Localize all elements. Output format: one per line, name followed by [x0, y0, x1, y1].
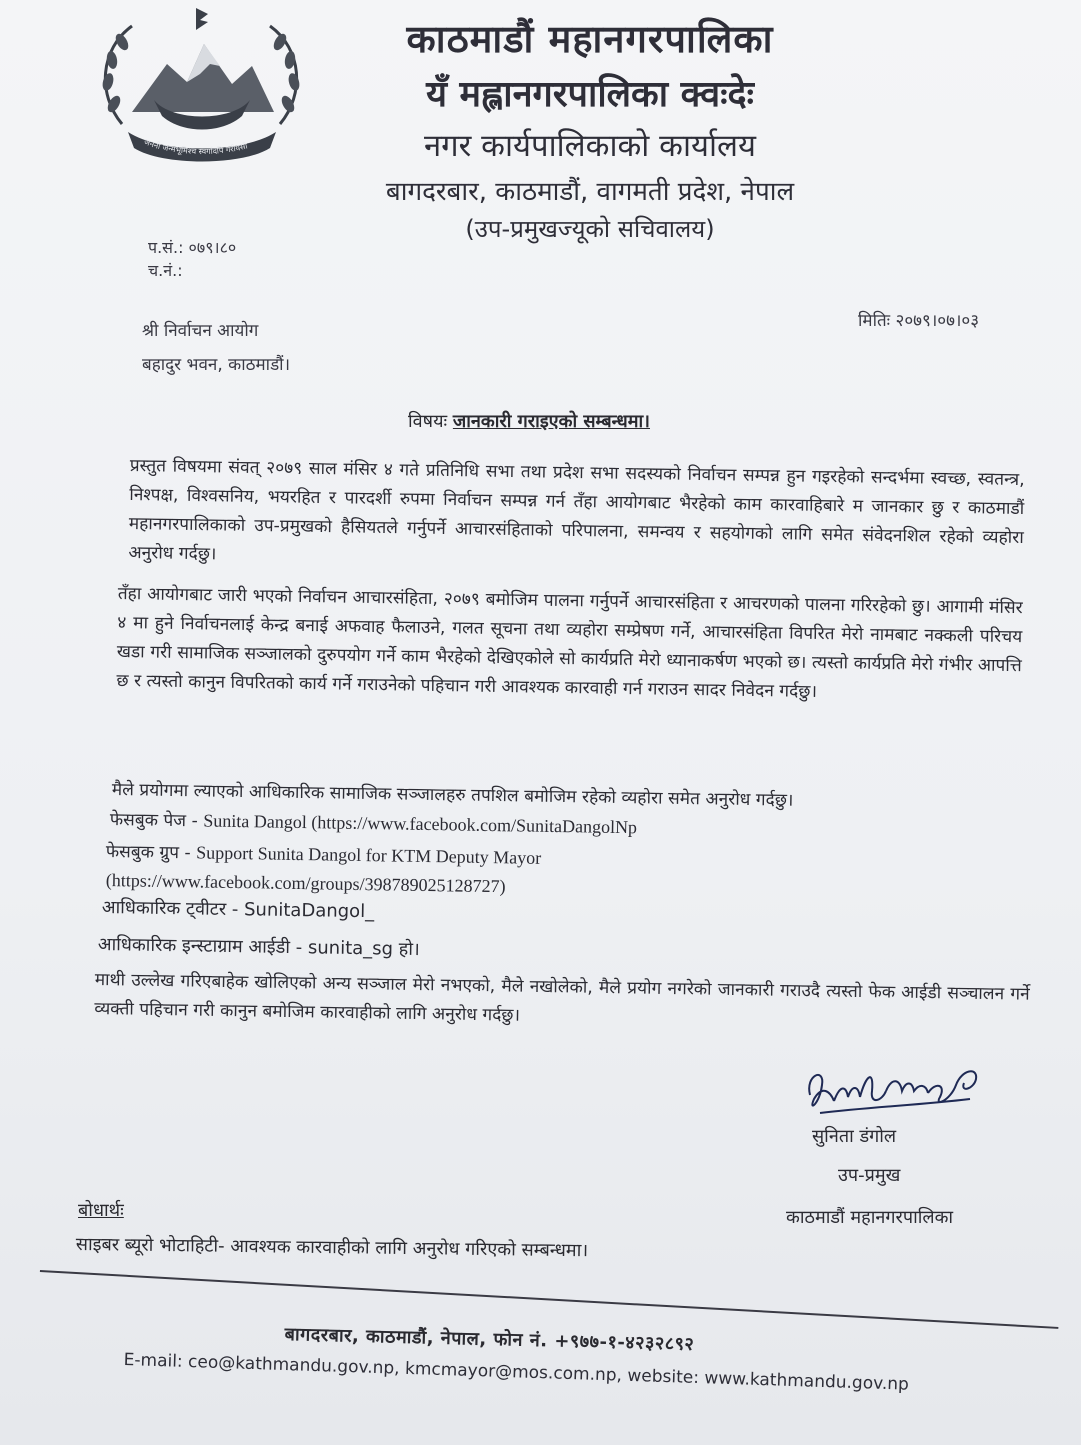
- letter-date: मितिः २०७९।०७।०३: [858, 311, 980, 331]
- office-name: नगर कार्यपालिकाको कार्यालय: [423, 128, 757, 164]
- reference-number: प.सं.: ०७९।८०: [148, 238, 237, 257]
- subject-line: [408, 409, 650, 433]
- footer-address-phone: बागदरबार, काठमाडौं, नेपाल, फोन नं. +९७७-१-४२३२८९२: [284, 1323, 695, 1356]
- signatory-title: उप-प्रमुख: [838, 1165, 901, 1186]
- subject-label: विषयः: [408, 411, 448, 432]
- recipient-address: बहादुर भवन, काठमाडौं।: [142, 355, 291, 375]
- office-address: बागदरबार, काठमाडौं, वागमती प्रदेश, नेपाल: [385, 177, 795, 207]
- twitter-handle: SunitaDangol_: [243, 899, 375, 923]
- dispatch-number: च.नं.:: [148, 261, 183, 280]
- org-name-newari: यँ मह्लानगरपालिका क्वःदेः: [426, 73, 754, 115]
- footer-contact: E-mail: ceo@kathmandu.gov.np, kmcmayor@mos.com.np, website: www.kathmandu.gov.np: [123, 1350, 910, 1395]
- instagram-handle: sunita_sg: [307, 937, 394, 960]
- nepal-government-emblem-icon: [92, 4, 310, 174]
- recipient-name: श्री निर्वाचन आयोग: [142, 321, 259, 341]
- social-intro: मैले प्रयोगमा ल्याएको आधिकारिक सामाजिक सञ्जालहरु तपशिल बमोजिम रहेको व्यहोरा समेत अनुरोध गर्दछु।: [111, 779, 794, 811]
- facebook-page-label: फेसबुक पेज -: [109, 809, 204, 832]
- handwritten-signature: [800, 1055, 985, 1135]
- department-name: (उप-प्रमुखज्यूको सचिवालय): [465, 215, 715, 243]
- twitter-label: आधिकारिक ट्वीटर -: [101, 896, 245, 921]
- instagram-suffix: हो।: [392, 938, 420, 961]
- facebook-group-url: (https://www.facebook.com/groups/398789025128727): [105, 870, 506, 897]
- facebook-page-line: [110, 808, 638, 839]
- instagram-label: आधिकारिक इन्स्टाग्राम आईडी -: [97, 933, 309, 959]
- body-paragraph-1: प्रस्तुत विषयमा संवत् २०७९ साल मंसिर ४ गते प्रतिनिधि सभा तथा प्रदेश सभा सदस्यको निर्वाचन सम्पन्न हुन गइरहेको सन्दर्भमा स्वच्छ, स्वतन्त्र, निश्पक्ष, विश्वसनिय, भयरहित र पारदर्शी रुपमा निर्वाचन सम्पन्न गर्न तँहा आयोगबाट भैरहेको काम कारवाहिबारे म जानकार छु र काठमाडौं महानगरपालिकाको उप-प्रमुखको हैसियतले गर्नुपर्ने आचारसंहिताको परिपालना, समन्वय र सहयोगको लागि समेत संवेदनशिल रहेको व्यहोरा अनुरोध गर्दछु।: [128, 455, 1025, 565]
- signatory-name: सुनिता डंगोल: [812, 1126, 897, 1147]
- facebook-group-value: Support Sunita Dangol for KTM Deputy Mayor: [196, 842, 542, 868]
- twitter-line: [102, 895, 375, 923]
- body-paragraph-3: माथी उल्लेख गरिएबाहेक खोलिएको अन्य सञ्जाल मेरो नभएको, मैले नखोलेको, मैले प्रयोग नगरेको जानकारी गराउदै त्यस्तो फेक आईडी सञ्चालन गर्ने व्यक्ती पहिचान गरी कानुन बमोजिम कारवाहीको लागि अनुरोध गर्दछु।: [94, 969, 1030, 1026]
- svg-text:जननी जन्मभूमिश्च स्वर्गादपि गर: जननी जन्मभूमिश्च स्वर्गादपि गरीयसी: [142, 137, 249, 157]
- instagram-line: [98, 932, 420, 961]
- cc-text: साइबर ब्यूरो भोटाहिटी- आवश्यक कारवाहीको लागि अनुरोध गरिएको सम्बन्धमा।: [75, 1233, 589, 1262]
- facebook-group-line: [106, 840, 542, 870]
- body-paragraph-2: तँहा आयोगबाट जारी भएको निर्वाचन आचारसंहिता, २०७९ बमोजिम पालना गर्नुपर्ने आचारसंहिता र आचरणको पालना गरिरहेको छु। आगामी मंसिर ४ मा हुने निर्वाचनलाई केन्द्र बनाई अफवाह फैलाउने, गलत सूचना तथा व्यहोरा सम्प्रेषण गर्ने, आचारसंहिता विपरित मेरो नामबाट नक्कली परिचय खडा गरी सामाजिक सञ्जालको दुरुपयोग गर्ने काम भैरहेको देखिएकोले सो कार्यप्रति मेरो ध्यानाकर्षण भएको छ। त्यस्तो कार्यप्रति मेरो गंभीर आपत्ति छ र त्यस्तो कानुन विपरितको कार्य गर्ने गराउनेको पहिचान गरी आवश्यक कारवाही गर्न गराउन सादर निवेदन गर्दछु।: [116, 583, 1023, 702]
- facebook-page-value: Sunita Dangol (https://www.facebook.com/SunitaDangolNp: [203, 810, 638, 838]
- cc-label: बोधार्थः: [78, 1200, 124, 1221]
- signatory-organization: काठमाडौं महानगरपालिका: [786, 1207, 954, 1228]
- footer-divider: [40, 1270, 1059, 1329]
- facebook-group-label: फेसबुक ग्रुप -: [105, 841, 197, 864]
- org-name: काठमाडौं महानगरपालिका: [406, 17, 774, 61]
- subject-text: जानकारी गराइएको सम्बन्धमा।: [452, 411, 650, 432]
